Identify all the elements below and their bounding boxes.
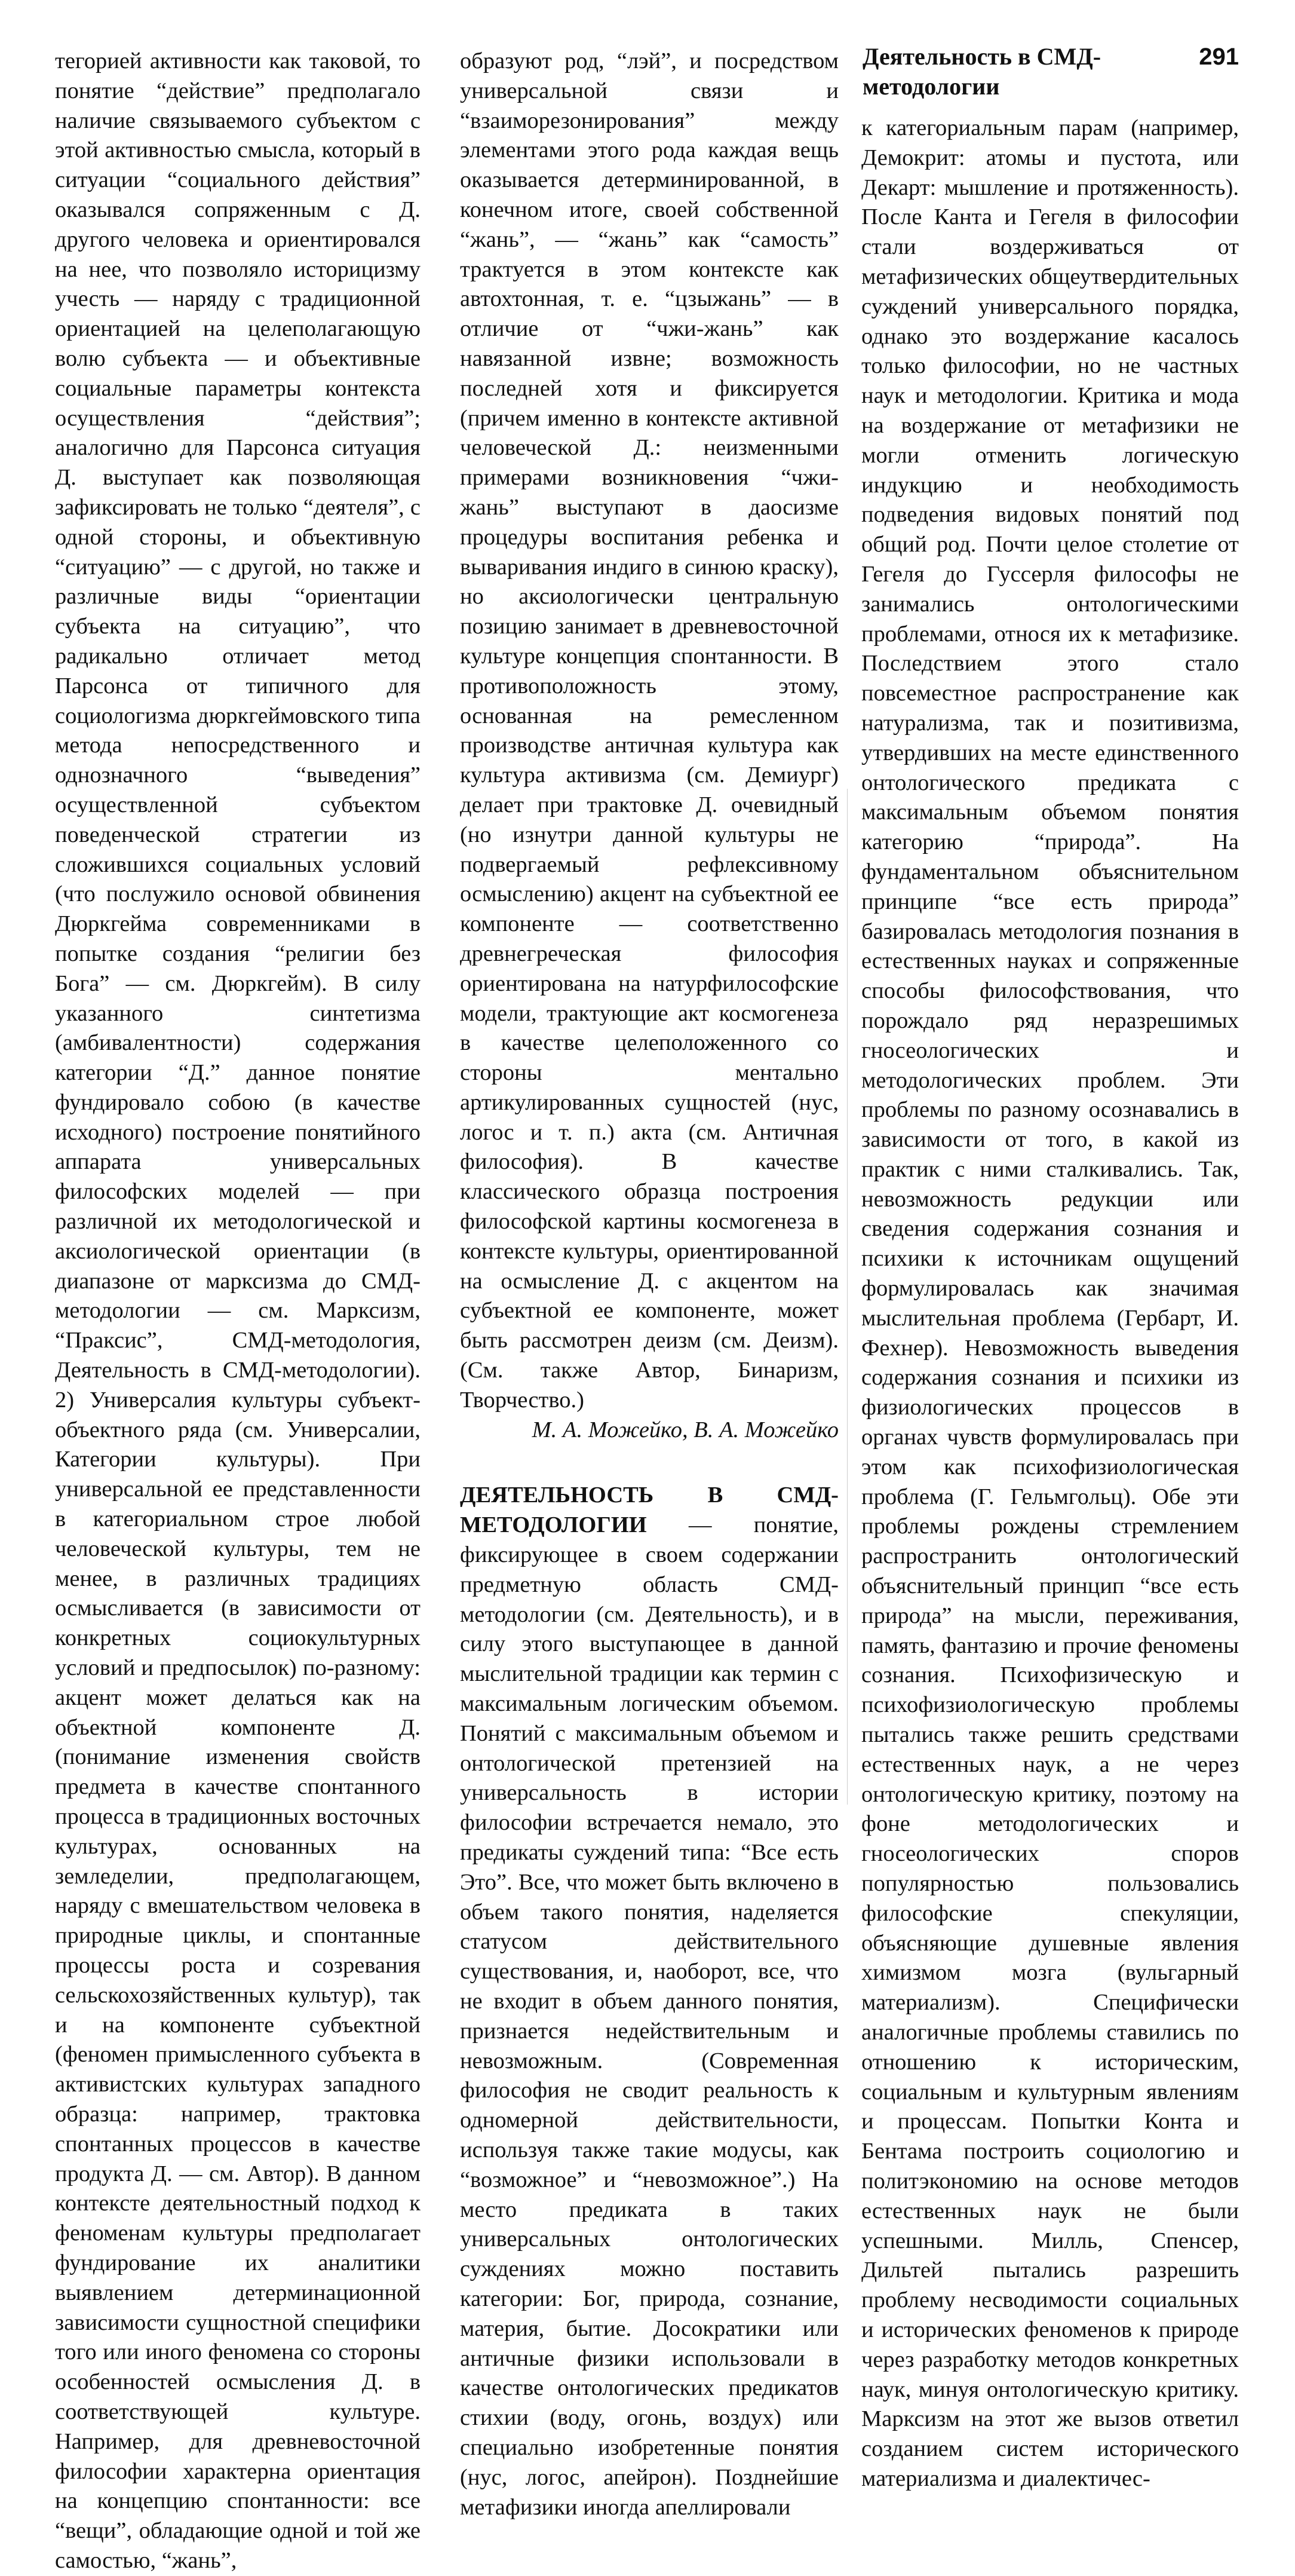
entry-body: — понятие, фиксирующее в своем содержании предметную область СМД-методологии (см. Деятельность), и в силу этого выступающее в данной мыслительной традиции как термин с максимальным логическим объемом. Понятий с максимальным объемом и онтологической претензией на универсальность в истории философии встречается немало, это предикаты суждений типа: “Все есть Это”. Все, что может быть включено в объем такого понятия, наделяется статусом действительного существования, и, наоборот, все, что не входит в объем данного понятия, признается недействительным и невозможным. (Современная философия не сводит реальность к одномерной действительности, используя также такие модусы, как “возможное” и “невозможное”.) На место предиката в таких универсальных онтологических суждениях можно поставить категории: Бог, природа, сознание, материя, бытие. Досократики или античные физики использовали в качестве онтологических предикатов стихии (воду, огонь, воздух) или специально изобретенные понятия (нус, логос, апейрон). Позднейшие метафизики иногда апеллировали xyxy=(460,1512,839,2520)
column-1 xyxy=(55,47,421,2576)
entry-title: ДЕЯТЕЛЬНОСТЬ В СМД-МЕТОДОЛОГИИ xyxy=(460,1482,839,1538)
author-signature: М. А. Можейко, В. А. Можейко xyxy=(532,1417,839,1442)
entry-paragraph xyxy=(460,1481,839,2522)
col1-paragraph: тегорией активности как таковой, то понятие “действие” предполагало наличие связываемого субъектом с этой активностью смысла, который в ситуации “социального действия” оказывался сопряженным с Д. другого человека и ориентировался на нее, что позволяло историцизму учесть — наряду с традиционной ориентацией на целеполагающую волю субъекта — и объективные социальные параметры контекста осуществления “действия”; аналогично для Парсонса ситуация Д. выступает как позволяющая зафиксировать не только “деятеля”, с одной стороны, и объективную “ситуацию” — с другой, но также и различные виды “ориентации субъекта на ситуацию”, что радикально отличает метод Парсонса от типичного для социологизма дюркгеймовского типа метода непосредственного и однозначного “выведения” осуществленной субъектом поведенческой стратегии из сложившихся социальных условий (что послужило основой обвинения Дюркгейма современниками в попытке создания “религии без Бога” — см. Дюркгейм). В силу указанного синтетизма (амбивалентности) содержания категории “Д.” данное понятие фундировало собою (в качестве исходного) построение понятийного аппарата универсальных философских моделей — при различной их методологической и аксиологической ориентации (в диапазоне от марксизма до СМД-методологии — см. Марксизм, “Праксис”, СМД-методология, Деятельность в СМД-методологии). 2) Универсалия культуры субъект-объектного ряда (см. Универсалии, Категории культуры). При универсальной ее представленности в категориальном строе любой человеческой культуры, тем не менее, в различных традициях осмысливается (в зависимости от конкретных социокультурных условий и предпосылок) по-разному: акцент может делаться как на объектной компоненте Д. (понимание изменения свойств предмета в качестве спонтанного процесса в традиционных восточных культурах, основанных на земледелии, предполагающем, наряду с вмешательством человека в природные циклы, и спонтанные процессы роста и созревания сельскохозяйственных культур), так и на компоненте субъектной (феномен примысленного субъекта в активистских культурах западного образца: например, трактовка спонтанных процессов в качестве продукта Д. — см. Автор). В данном контексте деятельностный подход к феноменам культуры предполагает фундирование их аналитики выявлением детерминационной зависимости сущностной специфики того или иного феномена со стороны особенностей осмысления Д. в соответствующей культуре. Например, для древневосточной философии характерна ориентация на концепцию спонтанности: все “вещи”, обладающие одной и той же самостью, “жань”, xyxy=(55,48,421,2573)
column-rule xyxy=(847,789,848,1805)
column-2 xyxy=(460,47,839,2522)
running-title: Деятельность в СМД-методологии xyxy=(863,43,1101,100)
col3-paragraph: к категориальным парам (например, Демокрит: атомы и пустота, или Декарт: мышление и протяженность). После Канта и Гегеля в философии стали воздерживаться от метафизических общеутвердительных суждений универсального порядка, однако это воздержание касалось только философии, но не частных наук и методологии. Критика и мода на воздержание от метафизики не могли отменить логическую индукцию и необходимость подведения видовых понятий под общий род. Почти целое столетие от Гегеля до Гуссерля философы не занимались онтологическими проблемами, относя их к метафизике. Последствием этого стало повсеместное распространение как натурализма, так и позитивизма, утвердивших на месте единственного онтологического предиката с максимальным объемом понятия категорию “природа”. На фундаментальном объяснительном принципе “все есть природа” базировалась методология познания в естественных науках и сопряженные способы философствования, что порождало ряд неразрешимых гносеологических и методологических проблем. Эти проблемы по разному осознавались в зависимости от того, в какой из практик с ними сталкивались. Так, невозможность редукции или сведения содержания сознания и психики к источникам ощущений формулировалась как значимая мыслительная проблема (Гербарт, И. Фехнер). Невозможность выведения содержания сознания и психики из физиологических процессов в органах чувств формулировалась при этом как психофизиологическая проблема (Г. Гельмгольц). Обе эти проблемы рождены стремлением распространить онтологический объяснительный принцип “все есть природа” на мысли, переживания, память, фантазию и прочие феномены сознания. Психофизическую и психофизиологическую проблемы пытались также решить средствами естественных наук, а не через онтологическую критику, поэтому на фоне методологических и гносеологических споров популярностью пользовались философские спекуляции, объясняющие душевные явления химизмом мозга (вульгарный материализм). Специфически аналогичные проблемы ставились по отношению к историческим, социальным и культурным явлениям и процессам. Попытки Конта и Бентама построить социологию и политэкономию на основе методов естественных наук не были успешными. Милль, Спенсер, Дильтей пытались разрешить проблему несводимости социальных и исторических феноменов к природе через разработку методов конкретных наук, минуя онтологическую критику. Марксизм на этот же вызов ответил созданием систем исторического материализма и диалектичес- xyxy=(861,115,1239,2491)
running-head xyxy=(863,42,1239,102)
col2-paragraph-1: образуют род, “лэй”, и посредством универсальной связи и “взаиморезонирования” между элементами этого рода каждая вещь оказывается детерминированной, в конечном итоге, своей собственной “жань”, — “жань” как “самость” трактуется в этом контексте как автохтонная, т. е. “цзыжань” — в отличие от “чжи-жань” как навязанной извне; возможность последней хотя и фиксируется (причем именно в контексте активной человеческой Д.: неизменными примерами возникновения “чжи-жань” выступают в даосизме процедуры воспитания ребенка и вываривания индиго в синюю краску), но аксиологически центральную позицию занимает в древневосточной культуре концепция спонтанности. В противоположность этому, основанная на ремесленном производстве античная культура как культура активизма (см. Демиург) делает при трактовке Д. очевидный (но изнутри данной культуры не подвергаемый рефлексивному осмыслению) акцент на субъектной ее компоненте — соответственно древнегреческая философия ориентирована на натурфилософские модели, трактующие акт космогенеза в качестве целеположенного со стороны ментально артикулированных сущностей (нус, логос и т. п.) акта (см. Античная философия). В качестве классического образца построения философской картины космогенеза в контексте культуры, ориентированной на осмысление Д. с акцентом на субъектной ее компоненте, может быть рассмотрен деизм (см. Деизм). (См. также Автор, Бинаризм, Творчество.) xyxy=(460,48,839,1413)
page-number: 291 xyxy=(1199,44,1239,70)
column-3 xyxy=(861,114,1239,2494)
